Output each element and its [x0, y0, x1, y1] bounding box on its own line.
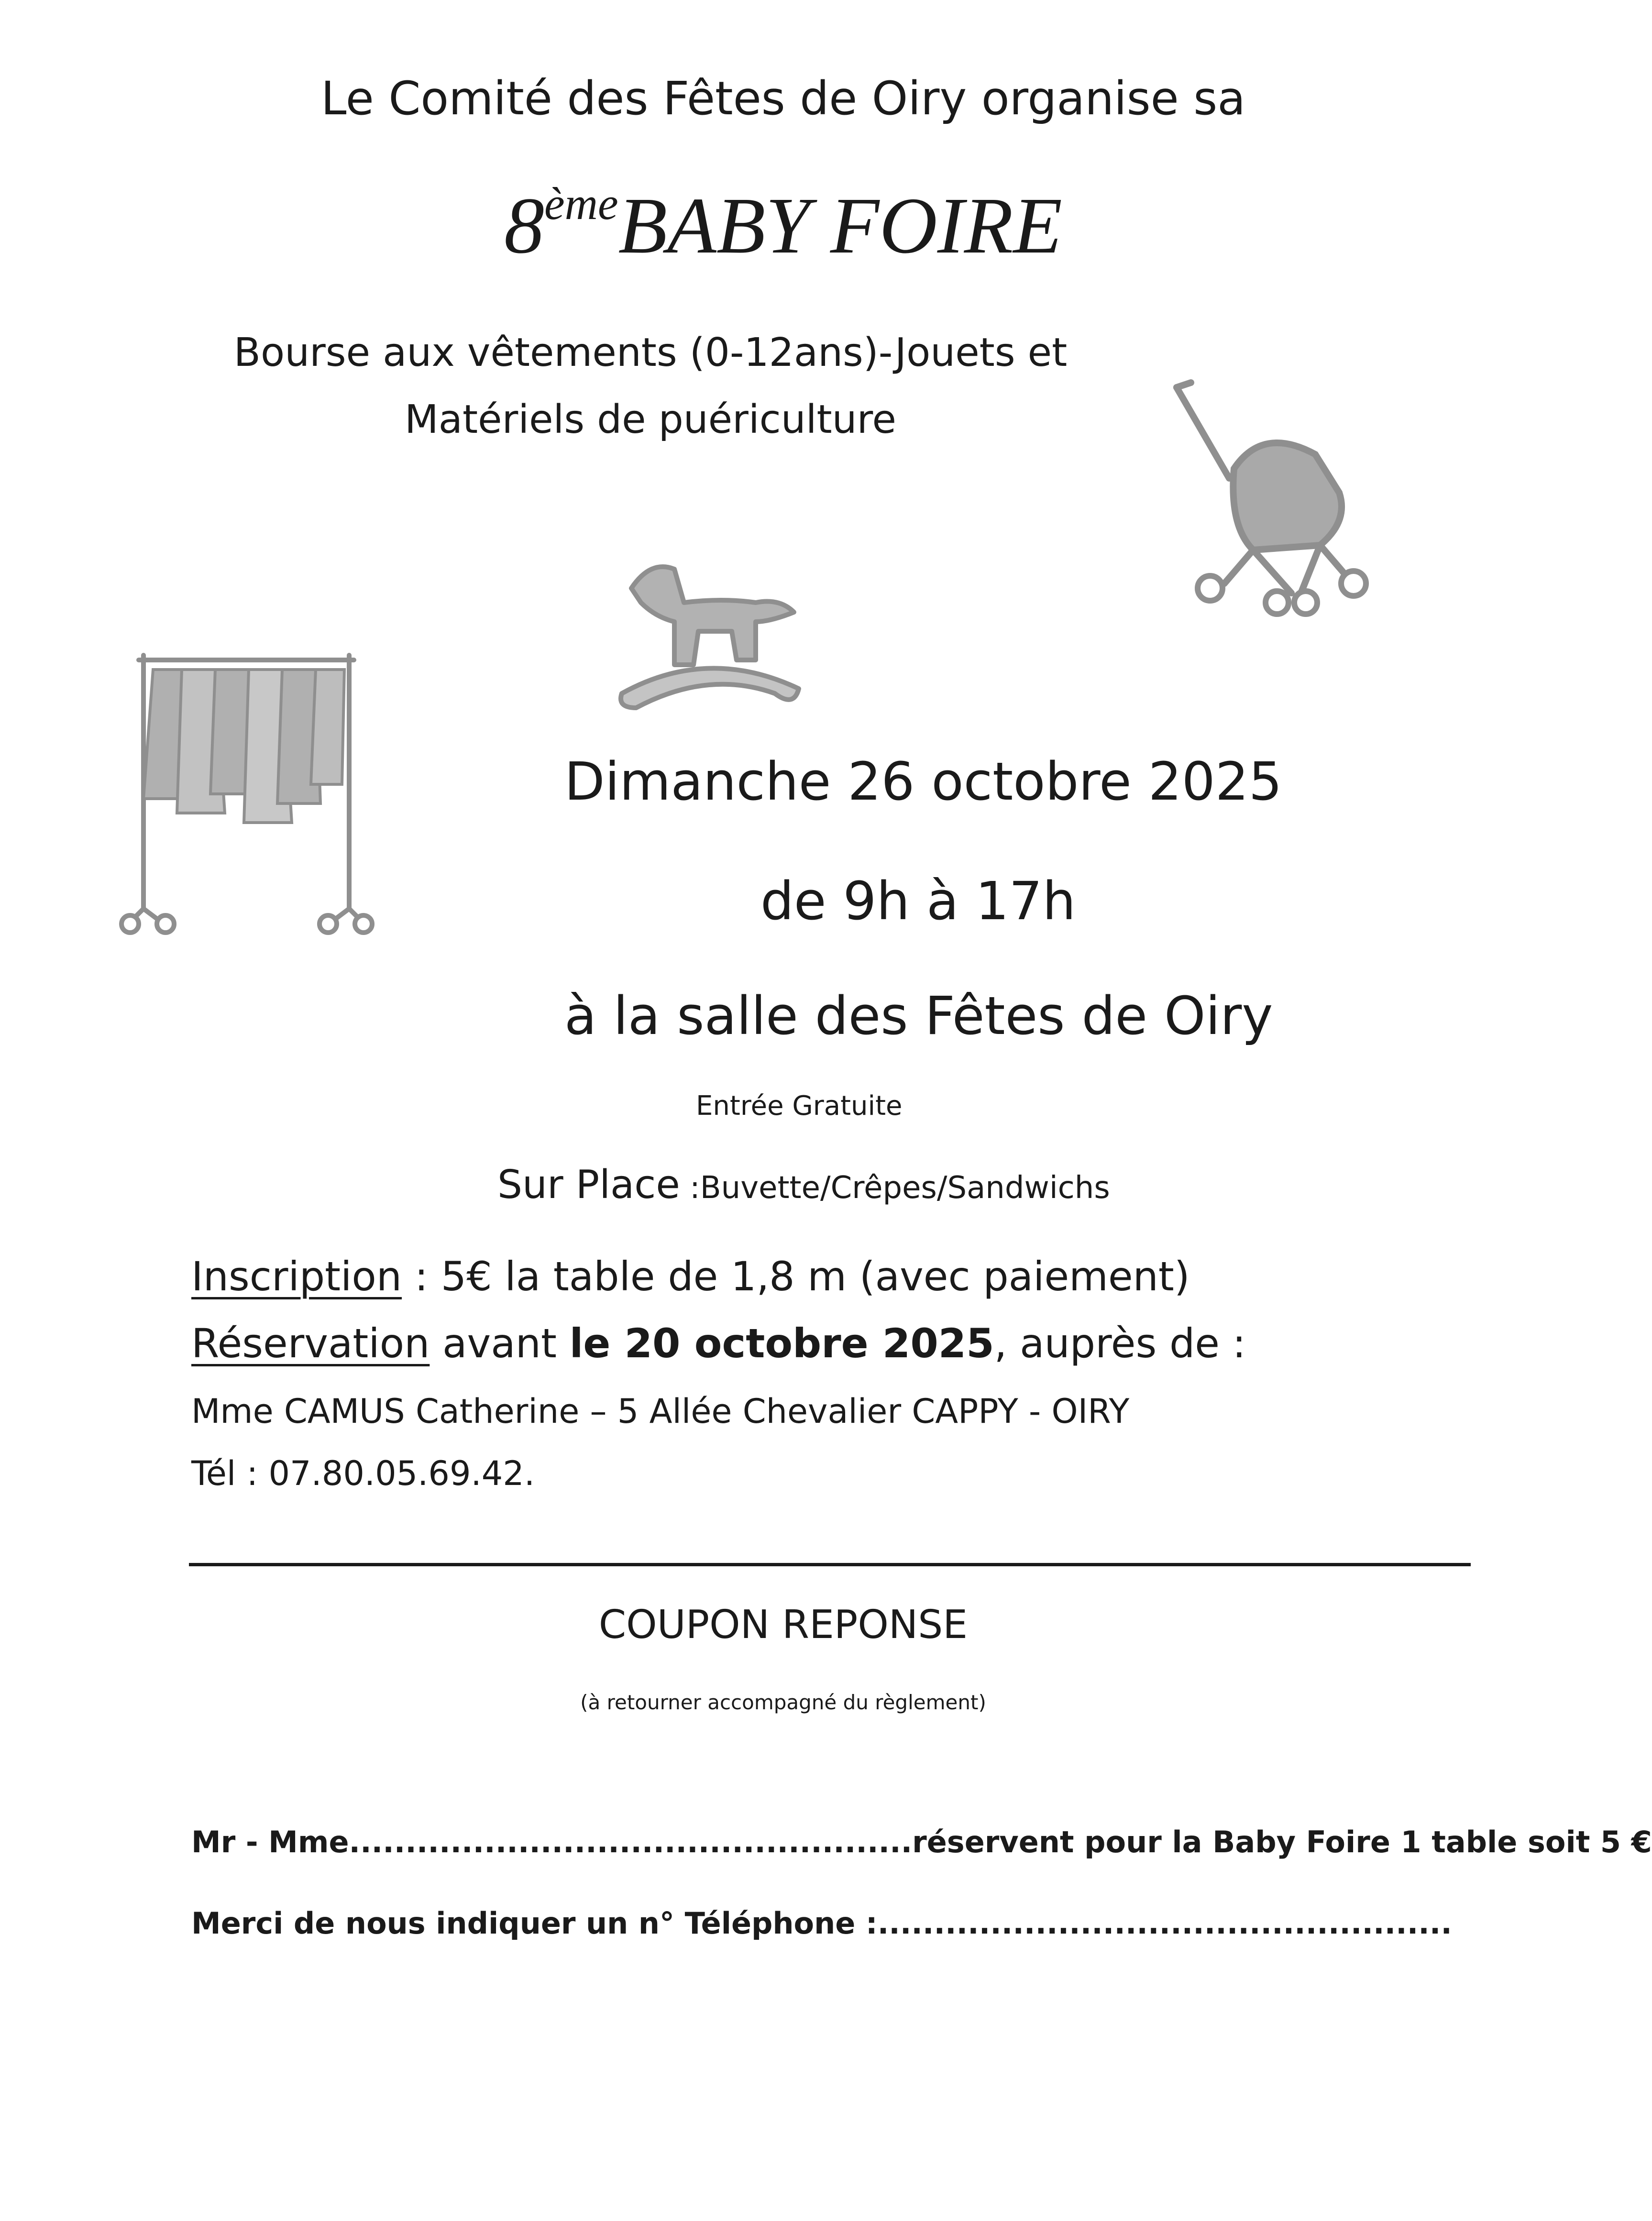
coupon-divider	[189, 1563, 1471, 1566]
onsite-line	[497, 1162, 1110, 1208]
description-line-2: Matériels de puériculture	[405, 397, 896, 442]
event-date: Dimanche 26 octobre 2025	[564, 751, 1282, 812]
description-line-1: Bourse aux vêtements (0-12ans)-Jouets et	[233, 330, 1068, 375]
reservation-deadline: le 20 octobre 2025	[569, 1320, 994, 1367]
inscription-label: Inscription	[191, 1253, 402, 1300]
rocking-horse-icon	[612, 550, 804, 722]
onsite-items: :Buvette/Crêpes/Sandwichs	[680, 1170, 1110, 1206]
coupon-name-field[interactable]: ..................................................	[349, 1825, 913, 1859]
inscription-text: : 5€ la table de 1,8 m (avec paiement)	[402, 1253, 1190, 1300]
title-superscript: ème	[544, 178, 618, 229]
title-main: BABY FOIRE	[618, 181, 1062, 270]
reservation-before: avant	[430, 1320, 570, 1367]
coupon-name-prefix: Mr - Mme	[191, 1825, 349, 1859]
event-venue: à la salle des Fêtes de Oiry	[564, 985, 1273, 1046]
event-hours: de 9h à 17h	[760, 870, 1076, 932]
coupon-phone-prefix: Merci de nous indiquer un n° Téléphone :	[191, 1906, 878, 1941]
reservation-line	[191, 1320, 1246, 1367]
coupon-name-line	[191, 1825, 1652, 1859]
clothes-rack-icon	[124, 641, 373, 937]
reservation-label: Réservation	[191, 1320, 430, 1367]
entry-info: Entrée Gratuite	[696, 1090, 903, 1121]
coupon-phone-field[interactable]: ...................................................	[877, 1906, 1452, 1941]
organizer-line: Le Comité des Fêtes de Oiry organise sa	[320, 72, 1246, 125]
title-number: 8	[504, 181, 544, 270]
inscription-line	[191, 1253, 1190, 1300]
reservation-after: , auprès de :	[994, 1320, 1246, 1367]
onsite-label: Sur Place	[497, 1162, 680, 1208]
contact-address: Mme CAMUS Catherine – 5 Allée Chevalier CAPPY - OIRY	[191, 1392, 1130, 1431]
coupon-phone-line	[191, 1906, 1452, 1941]
contact-phone: Tél : 07.80.05.69.42.	[191, 1454, 535, 1493]
coupon-title: COUPON REPONSE	[598, 1602, 968, 1648]
event-title	[0, 177, 1566, 272]
stroller-icon	[1157, 368, 1377, 627]
coupon-subtitle: (à retourner accompagné du règlement)	[580, 1691, 986, 1714]
coupon-name-suffix: réservent pour la Baby Foire 1 table soit 5 €	[912, 1825, 1652, 1859]
